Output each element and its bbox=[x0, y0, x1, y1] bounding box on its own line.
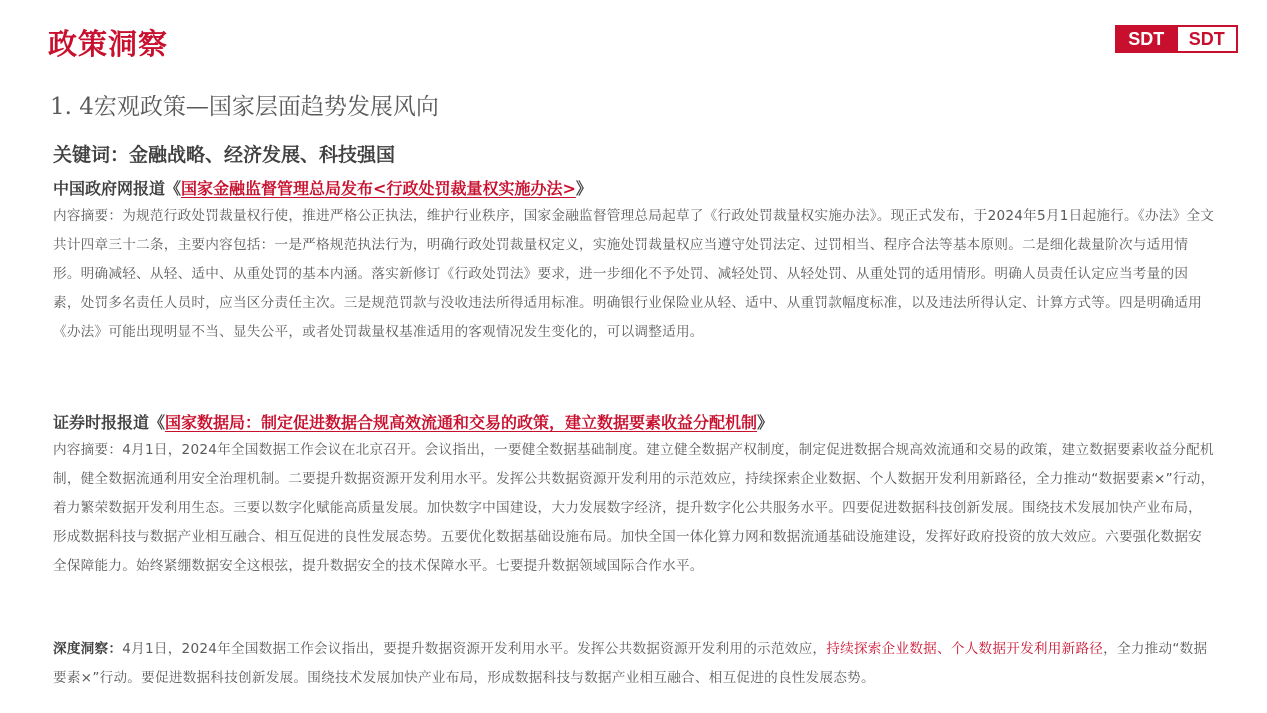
report-2-source: 证券时报报道 bbox=[53, 413, 150, 432]
report-2-open-quote: 《 bbox=[149, 413, 166, 432]
page-title: 政策洞察 bbox=[48, 27, 169, 61]
report-1-open-quote: 《 bbox=[165, 179, 182, 198]
logo-left: SDT bbox=[1117, 27, 1176, 51]
insight-text-before: 4月1日，2024年全国数据工作会议指出，要提升数据资源开发利用水平。发挥公共数据资源开发利用的示范效应， bbox=[122, 641, 827, 657]
insight-highlight: 持续探索企业数据、个人数据开发利用新路径 bbox=[826, 641, 1104, 657]
report-1-close-quote: 》 bbox=[575, 179, 592, 198]
logo-right: SDT bbox=[1176, 27, 1237, 51]
report-1-source: 中国政府网报道 bbox=[53, 179, 166, 198]
report-2-close-quote: 》 bbox=[757, 413, 774, 432]
report-1-headline-link[interactable]: 国家金融监督管理总局发布<行政处罚裁量权实施办法> bbox=[181, 179, 576, 198]
report-2-summary: 内容摘要：4月1日，2024年全国数据工作会议在北京召开。会议指出，一要健全数据基础制度。建立健全数据产权制度，制定促进数据合规高效流通和交易的政策，建立数据要素收益分配机制，健全数据流通利用安全治理机制。二要提升数据资源开发利用水平。发挥公共数据资源开发利用的示范效应，持续探索企业数据、个人数据开发利用新路径，全力推动“数据要素×”行动，着力繁荣数据开发利用生态。三要以数字化赋能高质量发展。加快数字中国建设，大力发展数字经济，提升数字化公共服务水平。四要促进数据科技创新发展。围绕技术发展加快产业布局，形成数据科技与数据产业相互融合、相互促进的良性发展态势。五要优化数据基础设施布局。加快全国一体化算力网和数据流通基础设施建设，发挥好政府投资的放大效应。六要强化数据安全保障能力。始终紧绷数据安全这根弦，提升数据安全的技术保障水平。七要提升数据领域国际合作水平。 bbox=[53, 442, 1215, 574]
sdt-logo bbox=[1115, 25, 1238, 53]
report-1-heading bbox=[53, 176, 592, 199]
section-title: 1. 4宏观政策—国家层面趋势发展风向 bbox=[50, 94, 439, 120]
report-2-heading bbox=[53, 410, 773, 433]
insight-lead: 深度洞察： bbox=[53, 641, 123, 657]
report-2-headline-link[interactable]: 国家数据局：制定促进数据合规高效流通和交易的政策，建立数据要素收益分配机制 bbox=[165, 413, 758, 432]
keywords: 关键词：金融战略、经济发展、科技强国 bbox=[53, 144, 396, 166]
report-1-summary: 内容摘要：为规范行政处罚裁量权行使，推进严格公正执法，维护行业秩序，国家金融监督管理总局起草了《行政处罚裁量权实施办法》。现正式发布，于2024年5月1日起施行。《办法》全文共计四章三十二条，主要内容包括：一是严格规范执法行为，明确行政处罚裁量权定义，实施处罚裁量权应当遵守处罚法定、过罚相当、程序合法等基本原则。二是细化裁量阶次与适用情形。明确减轻、从轻、适中、从重处罚的基本内涵。落实新修订《行政处罚法》要求，进一步细化不予处罚、减轻处罚、从轻处罚、从重处罚的适用情形。明确人员责任认定应当考量的因素，处罚多名责任人员时，应当区分责任主次。三是规范罚款与没收违法所得适用标准。明确银行业保险业从轻、适中、从重罚款幅度标准，以及违法所得认定、计算方式等。四是明确适用《办法》可能出现明显不当、显失公平，或者处罚裁量权基准适用的客观情况发生变化的，可以调整适用。 bbox=[53, 208, 1215, 340]
insight-text-after: ，全力推动“数据要素×”行动。要促进数据科技创新发展。围绕技术发展加快产业布局，形成数据科技与数据产业相互融合、相互促进的良性发展态势。 bbox=[53, 641, 1208, 686]
deep-insight bbox=[53, 635, 1215, 693]
